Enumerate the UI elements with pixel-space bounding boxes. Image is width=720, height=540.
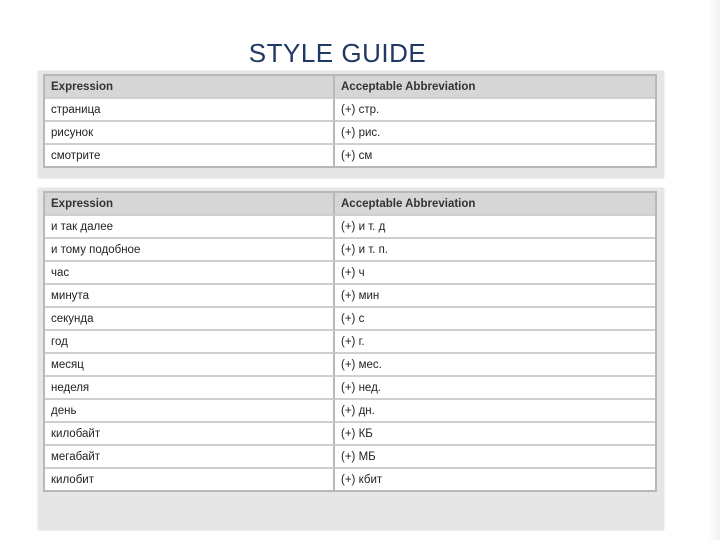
table-row [45,122,655,145]
cell-abbreviation: (+) стр. [335,99,655,122]
header-expression: Expression [45,76,335,99]
header-abbreviation: Acceptable Abbreviation [335,193,655,216]
table-row [45,308,655,331]
cell-expression: и тому подобное [45,239,335,262]
cell-abbreviation: (+) кбит [341,473,383,486]
cell-expression: год [45,331,335,354]
cell-abbreviation: (+) г. [335,331,655,354]
cell-abbreviation: (+) и т. д [335,216,655,239]
cell-abbreviation: (+) рис. [335,122,655,145]
table-row [45,99,655,122]
cell-abbreviation: (+) мес. [335,354,655,377]
cell-expression: килобайт [45,423,335,446]
table-row [45,262,655,285]
table-row [45,285,655,308]
table-row [45,423,655,446]
table-row [45,400,655,423]
table-row [45,145,655,166]
cell-expression: мегабайт [45,446,335,469]
cell-abbreviation: (+) МБ [335,446,655,469]
cell-abbreviation: (+) мин [335,285,655,308]
cell-expression: час [45,262,335,285]
table-row [45,331,655,354]
header-abbreviation: Acceptable Abbreviation [335,76,655,99]
slide-edge-shade [708,0,720,540]
table-row [45,446,655,469]
table-row [45,377,655,400]
cell-expression: смотрите [45,145,335,166]
table-header-row [45,193,655,216]
cell-abbreviation: (+) КБ [335,423,655,446]
table-header-row [45,76,655,99]
cell-abbreviation: (+) и т. п. [335,239,655,262]
cell-expression: день [45,400,335,423]
table-row [45,354,655,377]
table-row [45,469,655,490]
cell-expression: и так далее [45,216,335,239]
cell-expression: секунда [45,308,335,331]
table-row [45,216,655,239]
table-row [45,239,655,262]
header-expression: Expression [45,193,335,216]
abbreviation-table-panel-2 [38,188,664,530]
cell-abbreviation: (+) см [341,149,373,162]
cell-expression: минута [45,285,335,308]
cell-abbreviation: (+) дн. [335,400,655,423]
cell-abbreviation: (+) ч [335,262,655,285]
abbreviation-table-2 [43,191,657,492]
cell-expression: рисунок [45,122,335,145]
page-title: STYLE GUIDE [248,38,427,68]
abbreviation-table-panel-1 [38,71,664,178]
abbreviation-table-1 [43,74,657,168]
cell-expression: страница [45,99,335,122]
cell-abbreviation: (+) нед. [335,377,655,400]
cell-expression: месяц [45,354,335,377]
cell-expression: килобит [45,469,335,490]
cell-abbreviation: (+) с [335,308,655,331]
cell-expression: неделя [45,377,335,400]
